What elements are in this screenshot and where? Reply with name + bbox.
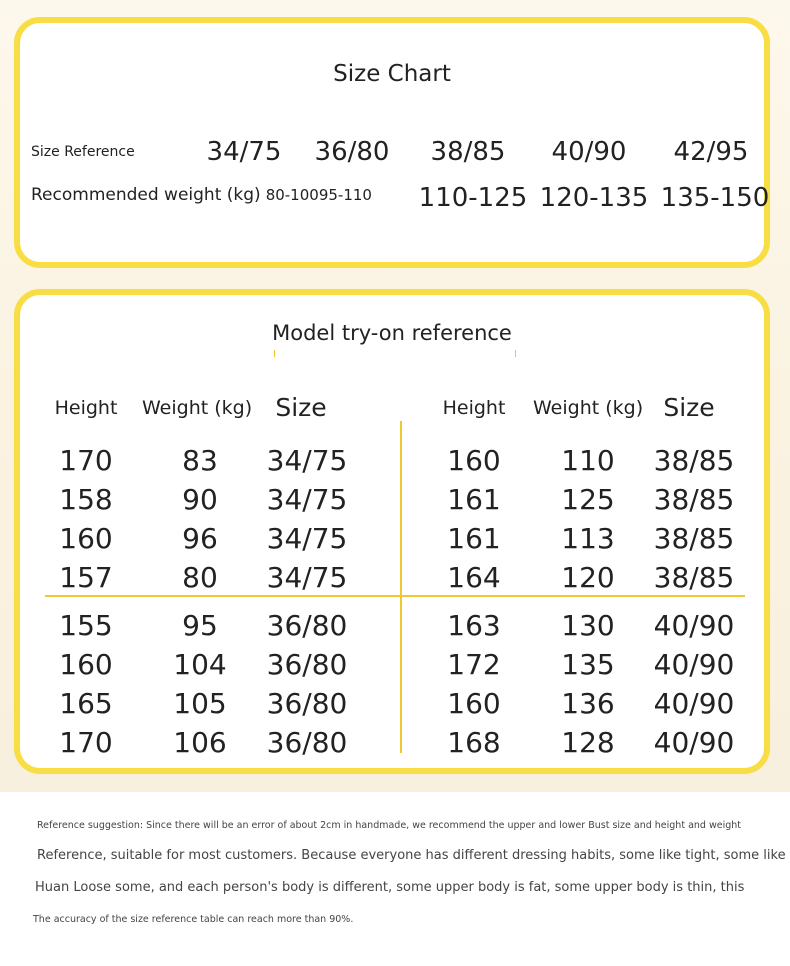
weight-value: 80-100 <box>265 186 319 204</box>
size-cell: 34/75 <box>266 522 348 555</box>
size-cell: 36/80 <box>266 726 348 759</box>
size-cell: 34/75 <box>266 561 348 594</box>
height-cell: 161 <box>447 483 501 516</box>
height-cell: 163 <box>447 609 501 642</box>
weight-cell: 104 <box>173 648 227 681</box>
weight-cell: 105 <box>173 687 227 720</box>
height-cell: 172 <box>447 648 501 681</box>
weight-value: 135-150 <box>660 183 770 213</box>
size-reference-value: 36/80 <box>314 137 390 167</box>
recommended-weight-label: Recommended weight (kg) <box>31 185 261 205</box>
weight-value: 95-110 <box>318 186 372 204</box>
height-cell: 160 <box>447 444 501 477</box>
weight-header: Weight (kg) <box>142 397 253 419</box>
weight-value: 120-135 <box>539 183 649 213</box>
size-reference-value: 40/90 <box>551 137 627 167</box>
size-cell: 38/85 <box>653 444 735 477</box>
height-cell: 161 <box>447 522 501 555</box>
size-cell: 38/85 <box>653 483 735 516</box>
size-cell: 34/75 <box>266 444 348 477</box>
title-bracket-left <box>274 350 275 357</box>
size-cell: 38/85 <box>653 522 735 555</box>
height-header: Height <box>54 397 118 419</box>
height-cell: 158 <box>59 483 113 516</box>
size-cell: 36/80 <box>266 687 348 720</box>
height-cell: 165 <box>59 687 113 720</box>
height-cell: 155 <box>59 609 113 642</box>
size-cell: 40/90 <box>653 726 735 759</box>
height-cell: 170 <box>59 726 113 759</box>
vertical-divider <box>400 421 402 753</box>
size-reference-value: 38/85 <box>430 137 506 167</box>
model-reference-card <box>14 289 770 774</box>
note-line: The accuracy of the size reference table can reach more than 90%. <box>33 914 354 925</box>
height-cell: 160 <box>59 522 113 555</box>
height-cell: 157 <box>59 561 113 594</box>
size-header: Size <box>663 393 715 422</box>
height-cell: 164 <box>447 561 501 594</box>
size-cell: 38/85 <box>653 561 735 594</box>
weight-cell: 135 <box>561 648 615 681</box>
weight-cell: 136 <box>561 687 615 720</box>
weight-cell: 96 <box>182 522 218 555</box>
model-reference-title: Model try-on reference <box>272 321 512 345</box>
size-reference-value: 42/95 <box>673 137 749 167</box>
size-cell: 36/80 <box>266 609 348 642</box>
height-cell: 160 <box>59 648 113 681</box>
size-header: Size <box>275 393 327 422</box>
weight-cell: 125 <box>561 483 615 516</box>
size-cell: 36/80 <box>266 648 348 681</box>
horizontal-divider <box>45 595 745 597</box>
size-chart-card <box>14 17 770 268</box>
weight-cell: 113 <box>561 522 615 555</box>
size-reference-value: 34/75 <box>206 137 282 167</box>
weight-cell: 80 <box>182 561 218 594</box>
title-bracket-right <box>515 350 516 357</box>
weight-cell: 90 <box>182 483 218 516</box>
size-reference-label: Size Reference <box>31 144 135 160</box>
note-line: Reference, suitable for most customers. Because everyone has different dressing habits, some like tight, some like <box>37 848 786 863</box>
height-cell: 168 <box>447 726 501 759</box>
weight-cell: 128 <box>561 726 615 759</box>
size-cell: 40/90 <box>653 609 735 642</box>
size-cell: 34/75 <box>266 483 348 516</box>
weight-cell: 83 <box>182 444 218 477</box>
weight-value: 110-125 <box>418 183 528 213</box>
recommended-weight-row <box>31 185 372 205</box>
note-line: Huan Loose some, and each person's body is different, some upper body is fat, some upper body is thin, this <box>35 880 745 895</box>
weight-cell: 106 <box>173 726 227 759</box>
size-cell: 40/90 <box>653 648 735 681</box>
weight-header: Weight (kg) <box>533 397 644 419</box>
size-cell: 40/90 <box>653 687 735 720</box>
weight-cell: 110 <box>561 444 615 477</box>
height-cell: 160 <box>447 687 501 720</box>
weight-cell: 130 <box>561 609 615 642</box>
height-header: Height <box>442 397 506 419</box>
weight-cell: 95 <box>182 609 218 642</box>
weight-cell: 120 <box>561 561 615 594</box>
height-cell: 170 <box>59 444 113 477</box>
note-line: Reference suggestion: Since there will be an error of about 2cm in handmade, we recommend the upper and lower Bust size and height and weight <box>37 820 741 831</box>
size-chart-title: Size Chart <box>333 61 451 87</box>
